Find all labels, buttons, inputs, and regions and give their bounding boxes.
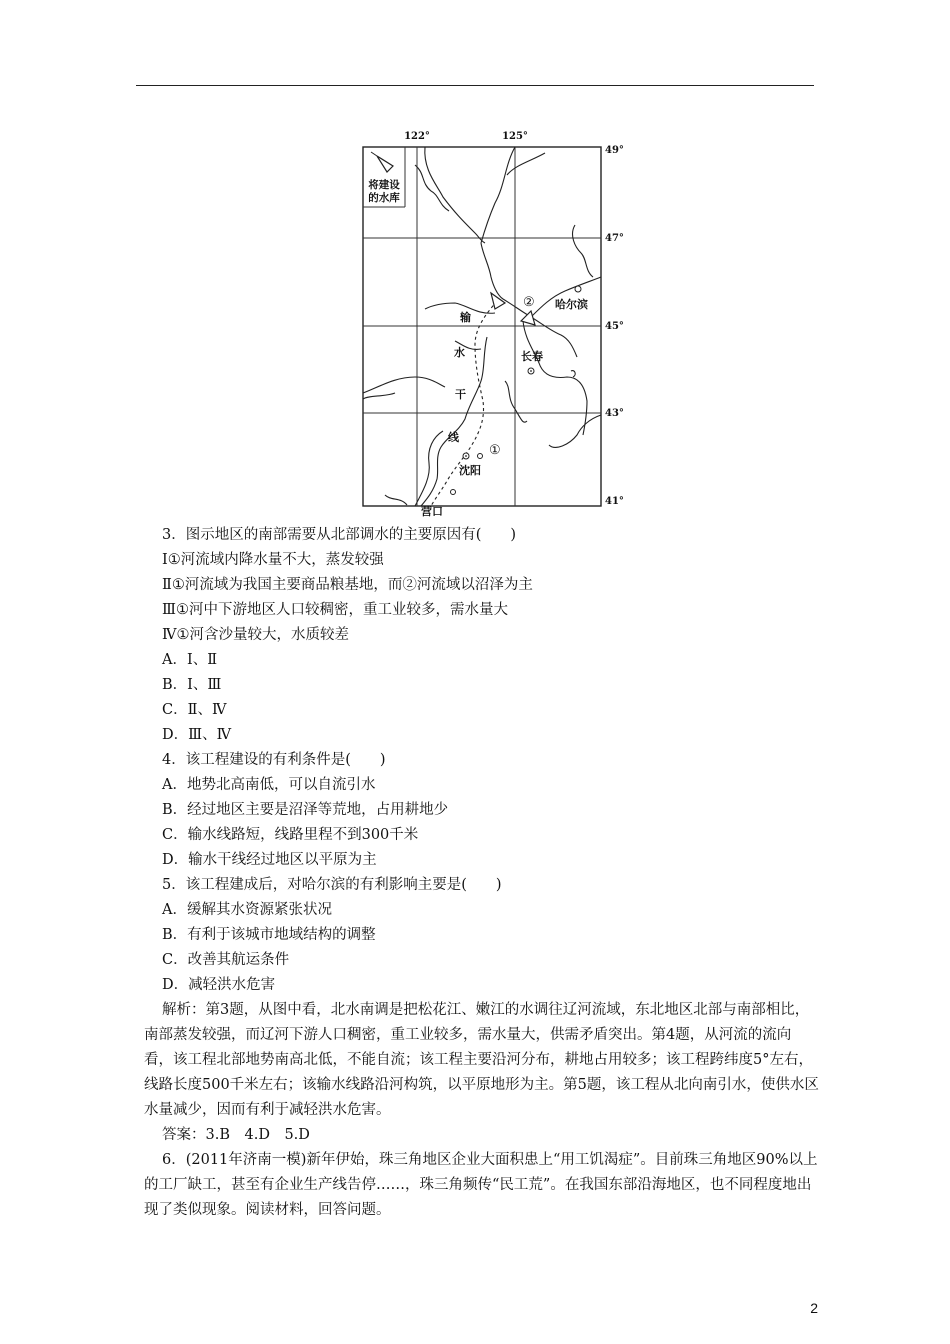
canal-char-3: 干 (455, 388, 466, 401)
legend-label-1: 将建设 (368, 179, 400, 191)
q4-option-a: A．地势北高南低，可以自流引水 (162, 777, 376, 793)
river-songhua-east (531, 277, 601, 317)
lat-label-49: 49° (605, 145, 624, 156)
q5-stem: 5．该工程建成后，对哈尔滨的有利影响主要是( ) (162, 877, 502, 893)
q4-stem: 4．该工程建设的有利条件是( ) (162, 752, 386, 768)
q3-option-a: A．Ⅰ、Ⅱ (162, 652, 218, 668)
legend-label-2: 的水库 (368, 192, 400, 204)
city-harbin: 哈尔滨 (555, 298, 588, 311)
answer-line: 答案：3.B 4.D 5.D (162, 1127, 310, 1143)
river-west-2 (363, 393, 395, 399)
river-ne-2 (573, 225, 593, 277)
city-yingkou: 营口 (421, 505, 443, 518)
canal-char-1: 输 (460, 311, 471, 324)
map-figure (355, 125, 625, 520)
lat-label-45: 45° (605, 321, 624, 332)
small-town-marker (478, 454, 483, 459)
canal-char-4: 线 (448, 431, 459, 444)
q5-option-a: A．缓解其水资源紧张状况 (162, 902, 332, 918)
q5-option-c: C．改善其航运条件 (162, 952, 290, 968)
q4-option-d: D．输水干线经过地区以平原为主 (162, 852, 377, 868)
q4-option-b: B．经过地区主要是沼泽等荒地，占用耕地少 (162, 802, 449, 818)
lat-label-43: 43° (605, 408, 624, 419)
river-ne-trib (507, 153, 545, 175)
lon-label-122: 122° (404, 131, 430, 142)
river-nenjiang-upper (425, 147, 485, 243)
harbin-marker (575, 286, 581, 292)
legend-box (363, 147, 405, 207)
canal-char-2: 水 (454, 346, 465, 359)
lon-label-125: 125° (502, 131, 528, 142)
q3-statement-2: Ⅱ①河流域为我国主要商品粮基地，而②河流域以沼泽为主 (162, 577, 533, 593)
q3-statement-4: Ⅳ①河含沙量较大，水质较差 (162, 627, 349, 643)
lat-label-47: 47° (605, 233, 624, 244)
city-changchun: 长春 (521, 350, 543, 363)
page-number: 2 (810, 1300, 818, 1316)
q4-option-c: C．输水线路短，线路里程不到300千米 (162, 827, 419, 843)
city-shenyang: 沈阳 (459, 464, 481, 477)
reservoir-1-icon (491, 293, 505, 309)
q3-stem: 3．图示地区的南部需要从北部调水的主要原因有( ) (162, 527, 517, 543)
yingkou-marker (451, 490, 456, 495)
river-liao (421, 337, 487, 506)
q3-option-b: B．Ⅰ、Ⅲ (162, 677, 222, 693)
river-label-1: ① (489, 443, 501, 458)
river-sw (385, 495, 407, 505)
river-liao-west (363, 377, 445, 393)
q3-statement-3: Ⅲ①河中下游地区人口较稠密，重工业较多，需水量大 (162, 602, 508, 618)
q3-option-c: C．Ⅱ、Ⅳ (162, 702, 227, 718)
river-label-2: ② (523, 295, 535, 310)
lat-label-41: 41° (605, 496, 624, 507)
river-east-trib-2 (549, 415, 601, 447)
river-east-loop (571, 371, 575, 377)
river-tributary-west (415, 165, 449, 211)
river-east-trib (505, 381, 527, 422)
reservoir-symbol-icon (377, 156, 393, 172)
analysis-paragraph: 解析：第3题，从图中看，北水南调是把松花江、嫩江的水调往辽河流域，东北地区北部与南部相比，南部蒸发较强，而辽河下游人口稠密，重工业较多，需水量大，供需矛盾突出。第4题，从河流的流向看，该工程北部地势南高北低，不能自流；该工程主要沿河分布，耕地占用较多；该工程跨纬度5°左右，线路长度500千米左右；该输水线路沿河构筑，以平原地形为主。第5题，该工程从北向南引水，使供水区水量减少，因而有利于减轻洪水危害。 (144, 1002, 819, 1118)
q5-option-d: D．减轻洪水危害 (162, 977, 276, 993)
q3-option-d: D．Ⅲ、Ⅳ (162, 727, 232, 743)
question-6-paragraph: 6．(2011年济南一模)新年伊始，珠三角地区企业大面积患上“用工饥渴症”。目前珠三角地区90%以上的工厂缺工，甚至有企业生产线告停……，珠三角频传“民工荒”。在我国东部沿海地区，也不同程度地出现了类似现象。阅读材料，回答问题。 (144, 1152, 818, 1218)
river-north-branch (481, 147, 515, 243)
header-rule (136, 85, 814, 86)
question-content (144, 523, 824, 1223)
map-svg (355, 125, 625, 520)
q3-statement-1: Ⅰ①河流域内降水量不大，蒸发较强 (162, 552, 384, 568)
river-east-songhua (523, 321, 587, 435)
q5-option-b: B．有利于该城市地域结构的调整 (162, 927, 376, 943)
